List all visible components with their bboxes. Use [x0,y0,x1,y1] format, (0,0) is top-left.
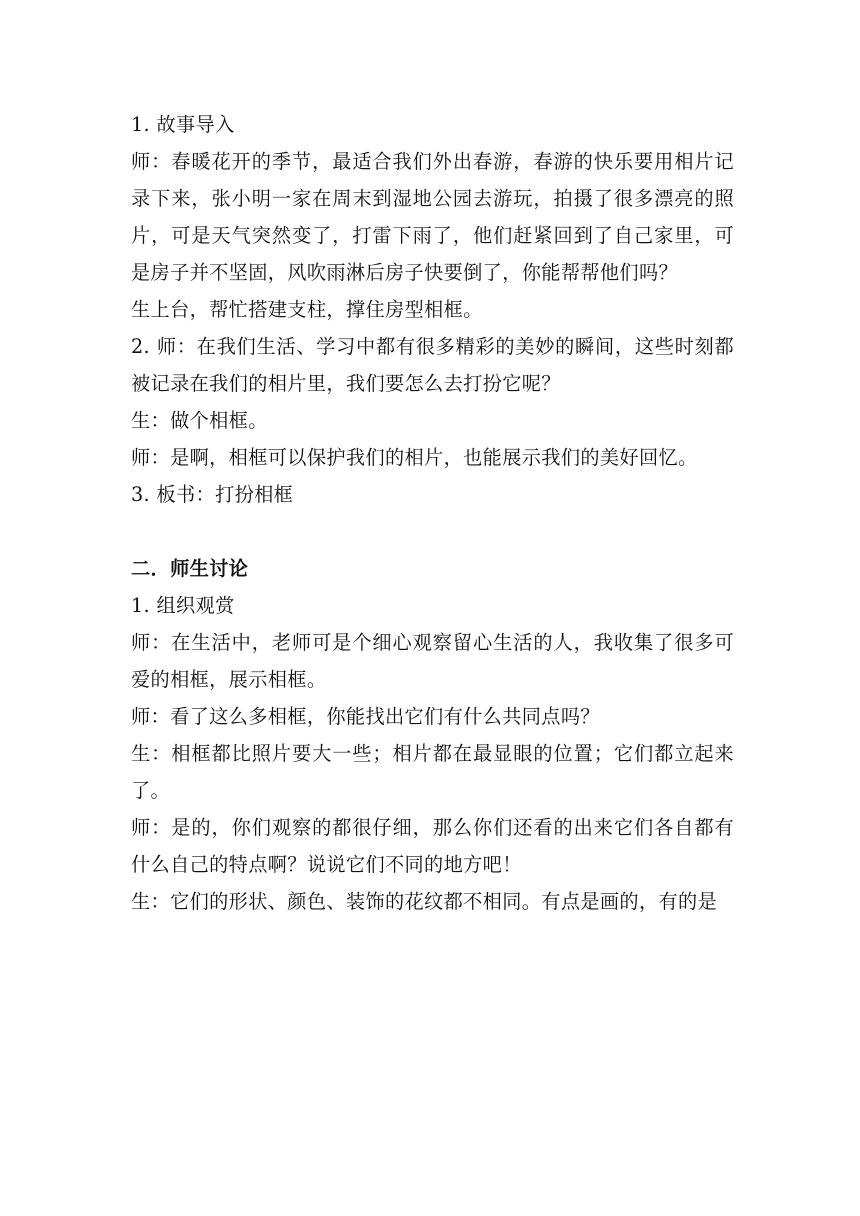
paragraph-teacher-differences: 师：是的，你们观察的都很仔细，那么你们还看的出来它们各自都有什么自己的特点啊？说说它们不同的地方吧！ [131,816,734,876]
paragraph-teacher-moments: 2. 师：在我们生活、学习中都有很多精彩的美妙的瞬间，这些时刻都被记录在我们的相片里，我们要怎么去打扮它呢？ [131,335,734,395]
document-page [131,106,734,920]
paragraph-organize-viewing: 1. 组织观赏 [131,594,235,617]
paragraph-teacher-frame-protects: 师：是啊，相框可以保护我们的相片，也能展示我们的美好回忆。 [131,446,698,469]
section-spacer [131,513,734,550]
paragraph-student-make-frame: 生：做个相框。 [131,409,268,432]
paragraph-student-builds-frame: 生上台，帮忙搭建支柱，撑住房型相框。 [131,298,483,321]
paragraph-teacher-spring-story: 师：春暖花开的季节，最适合我们外出春游，春游的快乐要用相片记录下来，张小明一家在周末到湿地公园去游玩，拍摄了很多漂亮的照片，可是天气突然变了，打雷下雨了，他们赶紧回到了自己家里，可是房子并不坚固，风吹雨淋后房子快要倒了，你能帮帮他们吗？ [131,150,734,284]
paragraph-teacher-common-points: 师：看了这么多相框，你能找出它们有什么共同点吗？ [131,705,600,728]
paragraph-teacher-collected-frames: 师：在生活中，老师可是个细心观察留心生活的人，我收集了很多可爱的相框，展示相框。 [131,631,734,691]
paragraph-student-differences: 生：它们的形状、颜色、装饰的花纹都不相同。有点是画的，有的是 [131,890,718,913]
paragraph-story-intro-heading: 1. 故事导入 [131,113,235,136]
section-heading-discussion: 二．师生讨论 [131,557,249,580]
paragraph-student-common-points: 生：相框都比照片要大一些；相片都在最显眼的位置；它们都立起来了。 [131,742,734,802]
paragraph-blackboard-title: 3. 板书：打扮相框 [131,483,294,506]
